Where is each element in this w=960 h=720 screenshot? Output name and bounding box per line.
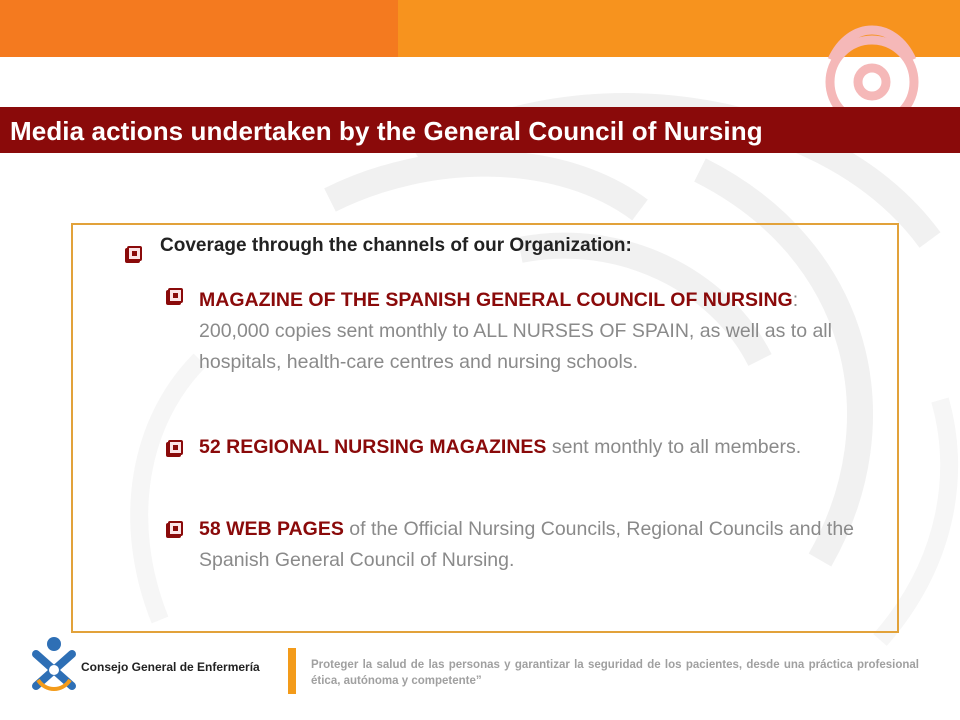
bullet-square-icon — [168, 440, 183, 455]
slide-title: Media actions undertaken by the General Council of Nursing — [10, 116, 763, 146]
list-item-regional-magazines — [199, 432, 869, 463]
list-item-text: : 200,000 copies sent monthly to ALL NURSES OF SPAIN, as well as to all hospitals, health-care centres and nursing schools. — [199, 289, 832, 373]
nursing-council-logo-icon — [30, 636, 78, 694]
list-item-highlight: MAGAZINE OF THE SPANISH GENERAL COUNCIL OF NURSING — [199, 289, 793, 311]
bullet-square-icon — [168, 288, 183, 303]
bullet-square-icon — [127, 246, 142, 261]
footer-motto: Proteger la salud de las personas y garantizar la seguridad de los pacientes, desde una práctica profesional ética, autónoma y competente” — [311, 659, 919, 687]
title-bar — [0, 107, 960, 153]
section-heading: Coverage through the channels of our Organization: — [160, 235, 632, 256]
list-item-magazine — [199, 285, 869, 378]
list-item-text: of the Official Nursing Councils, Regional Councils and the Spanish General Council of Nursing. — [199, 518, 855, 571]
list-item-highlight: 58 WEB PAGES — [199, 518, 344, 540]
bullet-square-icon — [168, 521, 183, 536]
list-item-text: sent monthly to all members. — [546, 436, 802, 458]
list-item-highlight: 52 REGIONAL NURSING MAGAZINES — [199, 436, 547, 458]
footer-organization-name: Consejo General de Enfermería — [81, 660, 260, 674]
footer-divider — [288, 648, 296, 694]
list-item-web-pages — [199, 514, 869, 576]
